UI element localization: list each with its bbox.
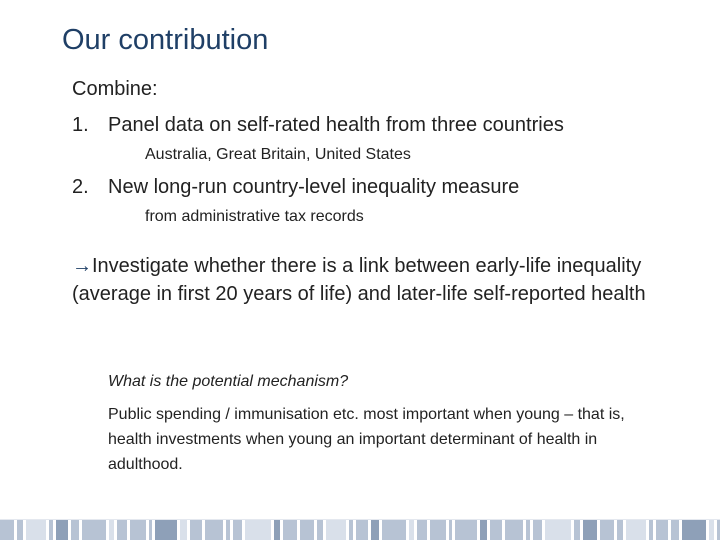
- combine-label: Combine:: [72, 78, 158, 100]
- footer-stripe: [71, 520, 79, 540]
- footer-stripe: [226, 520, 230, 540]
- footer-stripe: [283, 520, 297, 540]
- list-item-number: 2.: [72, 176, 89, 198]
- footer-stripe: [490, 520, 502, 540]
- footer-stripe: [155, 520, 177, 540]
- footer-stripe: [617, 520, 623, 540]
- mechanism-answer: Public spending / immunisation etc. most important when young – that is, health investments when young an important determinant of health in adulthood.: [108, 406, 625, 473]
- footer-stripe: [109, 520, 114, 540]
- footer-stripe: [300, 520, 314, 540]
- footer-stripe: [49, 520, 53, 540]
- footer-stripe: [326, 520, 346, 540]
- footer-stripe: [409, 520, 414, 540]
- footer-stripe: [349, 520, 353, 540]
- footer-stripe: [649, 520, 653, 540]
- right-arrow-icon: →: [72, 255, 92, 277]
- investigate-text: Investigate whether there is a link between early-life inequality (average in first 20 years of life) and later-life self-reported health: [72, 255, 646, 305]
- list-item-text: Panel data on self-rated health from three countries: [108, 114, 564, 136]
- footer-stripe: [190, 520, 202, 540]
- list-item-text: New long-run country-level inequality measure: [108, 176, 520, 198]
- footer-stripe: [671, 520, 679, 540]
- footer-stripe: [17, 520, 23, 540]
- footer-stripe: [480, 520, 487, 540]
- footer-stripe: [26, 520, 46, 540]
- list-item-2-detail: from administrative tax records: [145, 208, 364, 225]
- footer-stripe: [149, 520, 152, 540]
- list-item-number: 1.: [72, 114, 89, 136]
- footer-stripe: [117, 520, 127, 540]
- list-item-2: [72, 176, 519, 199]
- list-item-1: [72, 114, 564, 137]
- slide-title: Our contribution: [62, 24, 269, 56]
- mechanism-question: What is the potential mechanism?: [108, 373, 349, 390]
- footer-stripe: [245, 520, 271, 540]
- footer-stripe: [455, 520, 477, 540]
- footer-stripe: [505, 520, 523, 540]
- footer-stripe: [317, 520, 323, 540]
- footer-stripe: [130, 520, 146, 540]
- footer-stripe: [449, 520, 452, 540]
- footer-stripe: [430, 520, 446, 540]
- footer-stripe: [656, 520, 668, 540]
- footer-stripe: [583, 520, 597, 540]
- footer-stripe: [600, 520, 614, 540]
- footer-stripe: [371, 520, 379, 540]
- footer-stripe: [0, 520, 14, 540]
- footer-stripe: [526, 520, 530, 540]
- footer-stripe: [356, 520, 368, 540]
- investigate-paragraph: [72, 252, 672, 308]
- footer-stripe: [417, 520, 427, 540]
- footer-stripe: [233, 520, 242, 540]
- footer-stripe: [205, 520, 223, 540]
- footer-stripe: [56, 520, 68, 540]
- footer-stripe: [82, 520, 106, 540]
- footer-stripe: [574, 520, 580, 540]
- footer-stripe: [682, 520, 706, 540]
- footer-stripe: [626, 520, 646, 540]
- footer-stripe-bar: [0, 519, 720, 540]
- footer-stripe: [545, 520, 571, 540]
- footer-stripe: [180, 520, 187, 540]
- footer-stripe: [382, 520, 406, 540]
- list-item-1-detail: Australia, Great Britain, United States: [145, 146, 411, 163]
- footer-stripe: [274, 520, 280, 540]
- footer-stripe: [533, 520, 542, 540]
- footer-stripe: [709, 520, 714, 540]
